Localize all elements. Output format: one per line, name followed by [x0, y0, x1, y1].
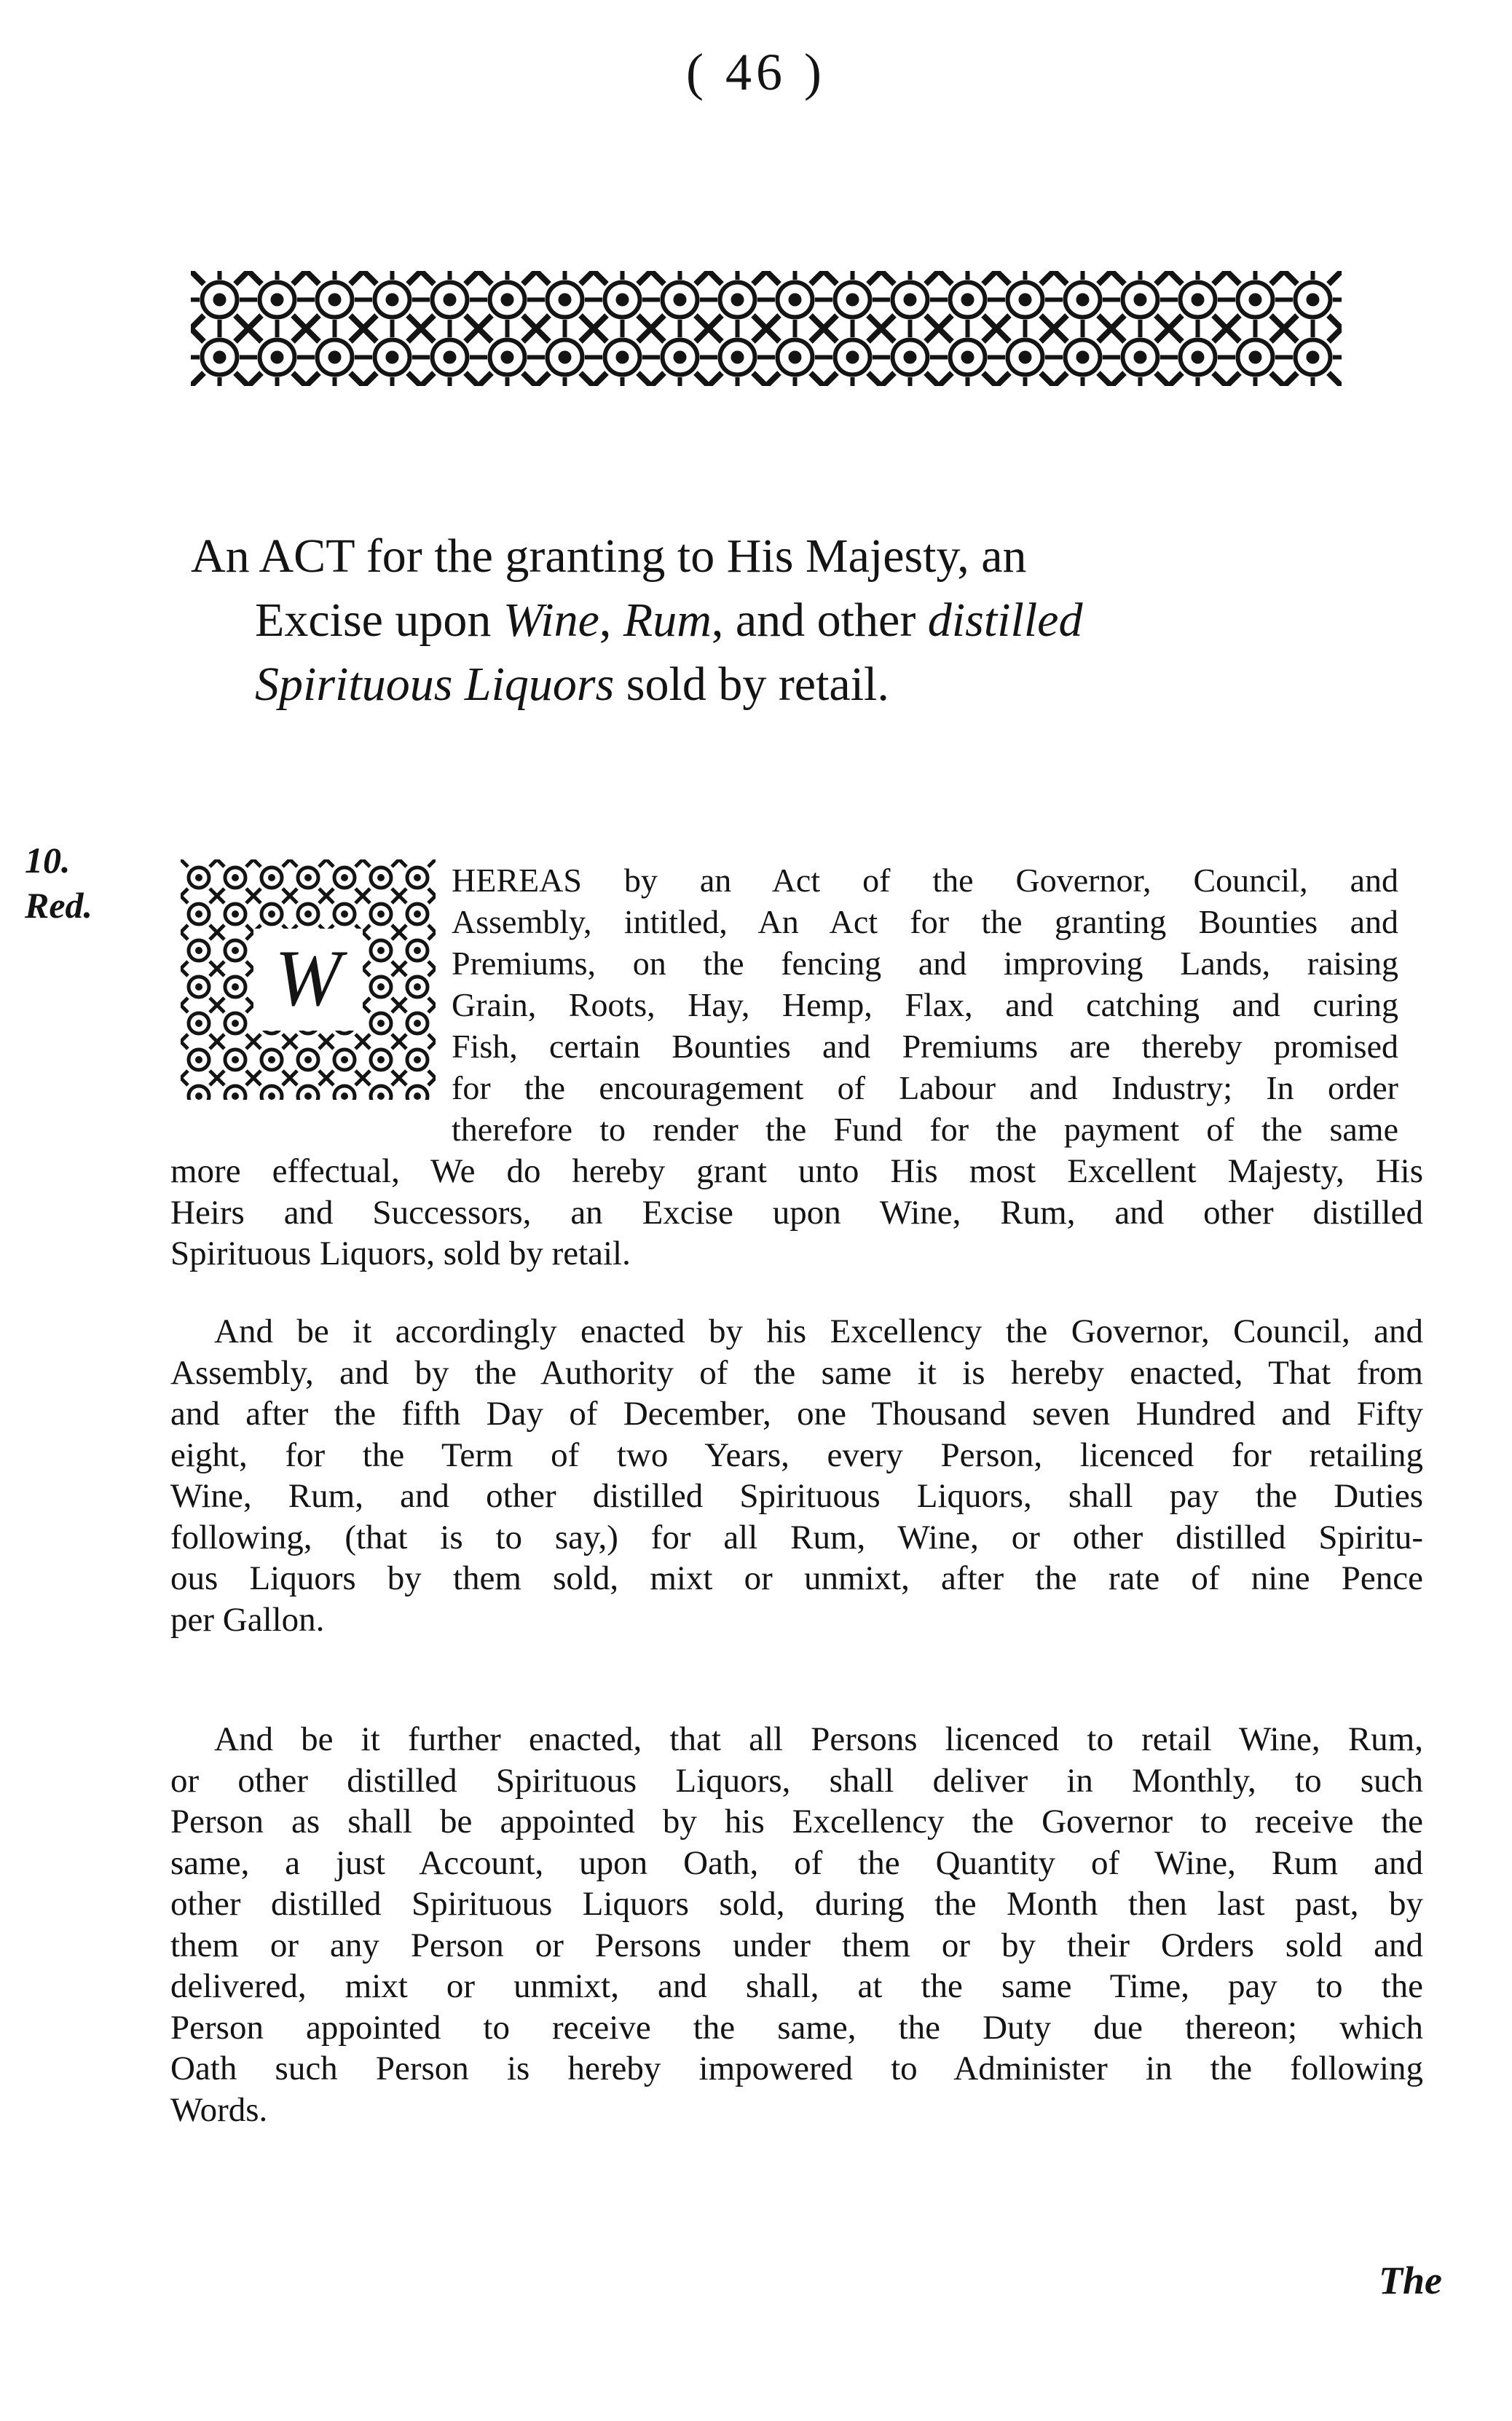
- paragraph-line: same, a just Account, upon Oath, of the Quantity of Wine, Rum and: [170, 1843, 1423, 1882]
- preamble-line: more effectual, We do hereby grant unto His most Excellent Majesty, His: [170, 1152, 1423, 1190]
- paragraph-line: following, (that is to say,) for all Rum, Wine, or other distilled Spiritu-: [170, 1518, 1423, 1556]
- margin-note: 10. Red.: [25, 840, 93, 926]
- paragraph-line: and after the fifth Day of December, one Thousand seven Hundred and Fifty: [170, 1395, 1423, 1433]
- preamble-line: Grain, Roots, Hay, Hemp, Flax, and catching and curing: [452, 986, 1398, 1023]
- paragraph-line: Oath such Person is hereby impowered to Administer in the following: [170, 2050, 1423, 2087]
- paragraph-line: delivered, mixt or unmixt, and shall, at the same Time, pay to the: [170, 1967, 1423, 2005]
- preamble-line: Spirituous Liquors, sold by retail.: [170, 1235, 631, 1272]
- preamble-line: therefore to render the Fund for the payment of the same: [452, 1111, 1398, 1148]
- title-line-1: An ACT for the granting to His Majesty, an: [191, 530, 1027, 583]
- paragraph-line: Person as shall be appointed by his Excellency the Governor to receive the: [170, 1803, 1423, 1841]
- paragraph-monthly-account: [170, 1719, 1423, 2130]
- paragraph-line: or other distilled Spirituous Liquors, shall deliver in Monthly, to such: [170, 1761, 1423, 1800]
- title-line-2: Excise upon Wine, Rum, and other distilled: [255, 594, 1083, 647]
- paragraph-line: eight, for the Term of two Years, every Person, licenced for retailing: [170, 1436, 1423, 1474]
- preamble-continuation: [170, 1151, 1423, 1275]
- paragraph-line: Assembly, and by the Authority of the same it is hereby enacted, That from: [170, 1353, 1423, 1392]
- preamble-line: Heirs and Successors, an Excise upon Wine, Rum, and other distilled: [170, 1193, 1423, 1232]
- catchword: The: [1379, 2259, 1442, 2302]
- paragraph-line: ous Liquors by them sold, mixt or unmixt, after the rate of nine Pence: [170, 1559, 1423, 1597]
- paragraph-line: And be it further enacted, that all Persons licenced to retail Wine, Rum,: [214, 1720, 1423, 1758]
- act-title: [191, 524, 1371, 717]
- title-line-3: Spirituous Liquors sold by retail.: [255, 658, 889, 711]
- preamble-line: for the encouragement of Labour and Industry; In order: [452, 1069, 1398, 1106]
- drop-cap-ornament: [181, 859, 436, 1100]
- paragraph-line: Words.: [170, 2090, 268, 2129]
- drop-cap-letter: W: [275, 934, 342, 1023]
- paragraph-line: And be it accordingly enacted by his Excellency the Governor, Council, and: [214, 1312, 1423, 1350]
- ornament-band: [191, 271, 1342, 386]
- paragraph-line: per Gallon.: [170, 1600, 325, 1639]
- paragraph-duties: [170, 1311, 1423, 1640]
- paragraph-line: Wine, Rum, and other distilled Spirituous Liquors, shall pay the Duties: [170, 1477, 1423, 1515]
- paragraph-line: Person appointed to receive the same, the Duty due thereon; which: [170, 2008, 1423, 2047]
- paragraph-line: them or any Person or Persons under them or by their Orders sold and: [170, 1926, 1423, 1964]
- paragraph-line: other distilled Spirituous Liquors sold, during the Month then last past, by: [170, 1885, 1423, 1923]
- preamble-line: Assembly, intitled, An Act for the granting Bounties and: [452, 903, 1398, 940]
- preamble-line: Fish, certain Bounties and Premiums are thereby promised: [452, 1028, 1398, 1065]
- preamble-indented: [452, 859, 1398, 1150]
- page-number: ( 46 ): [686, 43, 826, 101]
- preamble-line: Premiums, on the fencing and improving Lands, raising: [452, 945, 1398, 982]
- preamble-line: HEREAS by an Act of the Governor, Council, and: [452, 862, 1398, 899]
